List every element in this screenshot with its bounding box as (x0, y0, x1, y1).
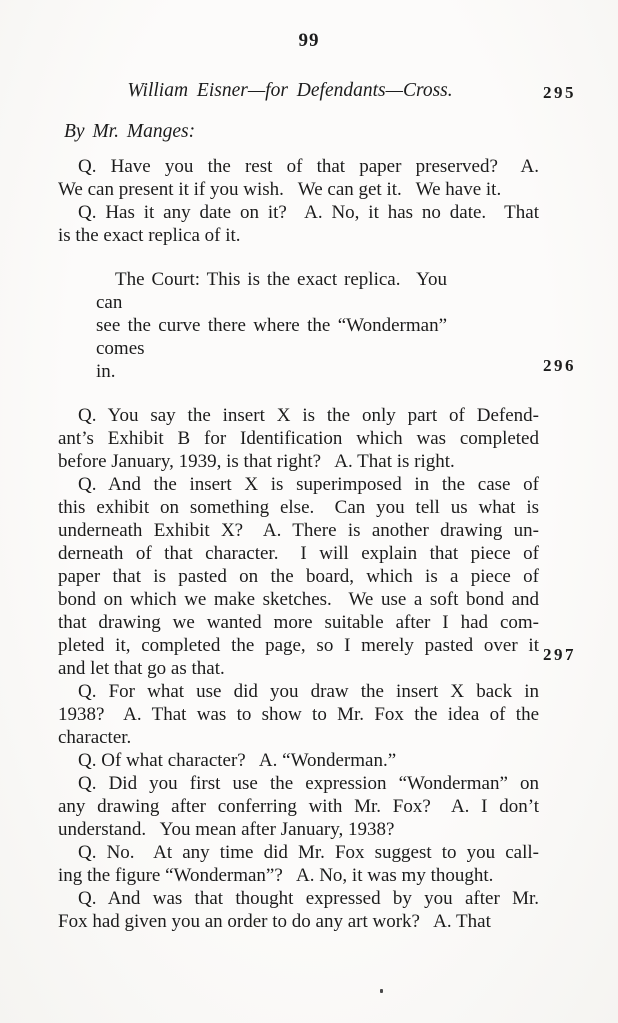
text-line: Q. Of what character? A. “Wonderman.” (78, 750, 397, 771)
margin-number-297: 297 (543, 645, 576, 664)
text-line: bond on which we make sketches. We use a soft bond and (58, 589, 539, 610)
text-line: derneath of that character. I will explain that piece of (58, 543, 539, 564)
text-line: underneath Exhibit X? A. There is another drawing un- (58, 520, 539, 541)
page-number: 99 (298, 30, 320, 51)
text-line: this exhibit on something else. Can you tell us what is (58, 497, 539, 518)
qa-paragraph (58, 841, 539, 887)
qa-paragraph (58, 201, 539, 247)
text-line: in. (96, 361, 116, 382)
scan-speck (380, 989, 383, 993)
text-line: that drawing we wanted more suitable after I had com- (58, 612, 539, 633)
text-line: ing the figure “Wonderman”? A. No, it was my thought. (58, 865, 494, 886)
text-line: before January, 1939, is that right? A. That is right. (58, 451, 455, 472)
text-line: We can present it if you wish. We can get it. We have it. (58, 179, 502, 200)
transcript-body (58, 155, 539, 933)
text-line: Q. No. At any time did Mr. Fox suggest to you call- (78, 842, 539, 863)
text-line: Q. Did you first use the expression “Wonderman” on (78, 773, 539, 794)
text-line: The Court: This is the exact replica. You can (96, 269, 447, 313)
text-line: Fox had given you an order to do any art work? A. That (58, 911, 491, 932)
margin-number-295: 295 (543, 83, 576, 102)
qa-paragraph (58, 155, 539, 201)
text-line: Q. Have you the rest of that paper preserved? A. (78, 156, 539, 177)
qa-paragraph (58, 404, 539, 473)
text-line: character. (58, 727, 132, 748)
qa-paragraph (58, 887, 539, 933)
text-line: Q. And the insert X is superimposed in the case of (78, 474, 539, 495)
text-line: Q. You say the insert X is the only part of Defend- (78, 405, 539, 426)
qa-paragraph (58, 772, 539, 841)
text-line: understand. You mean after January, 1938? (58, 819, 395, 840)
qa-paragraph (58, 749, 539, 772)
text-line: pleted it, completed the page, so I merely pasted over it (58, 635, 539, 656)
text-line: Q. And was that thought expressed by you after Mr. (78, 888, 539, 909)
text-line: Q. Has it any date on it? A. No, it has no date. That (78, 202, 539, 223)
qa-paragraph (58, 680, 539, 749)
court-statement-paragraph (96, 268, 447, 383)
text-line: Q. For what use did you draw the insert X back in (78, 681, 539, 702)
running-header: William Eisner—for Defendants—Cross. (127, 80, 453, 101)
text-line: and let that go as that. (58, 658, 225, 679)
margin-number-296: 296 (543, 356, 576, 375)
qa-paragraph (58, 473, 539, 680)
text-line: is the exact replica of it. (58, 225, 241, 246)
text-line: 1938? A. That was to show to Mr. Fox the idea of the (58, 704, 539, 725)
text-line: ant’s Exhibit B for Identification which was completed (58, 428, 539, 449)
text-line: any drawing after conferring with Mr. Fox? A. I don’t (58, 796, 539, 817)
examiner-byline: By Mr. Manges: (64, 121, 196, 142)
text-line: see the curve there where the “Wonderman” comes (96, 315, 447, 359)
text-line: paper that is pasted on the board, which is a piece of (58, 566, 539, 587)
